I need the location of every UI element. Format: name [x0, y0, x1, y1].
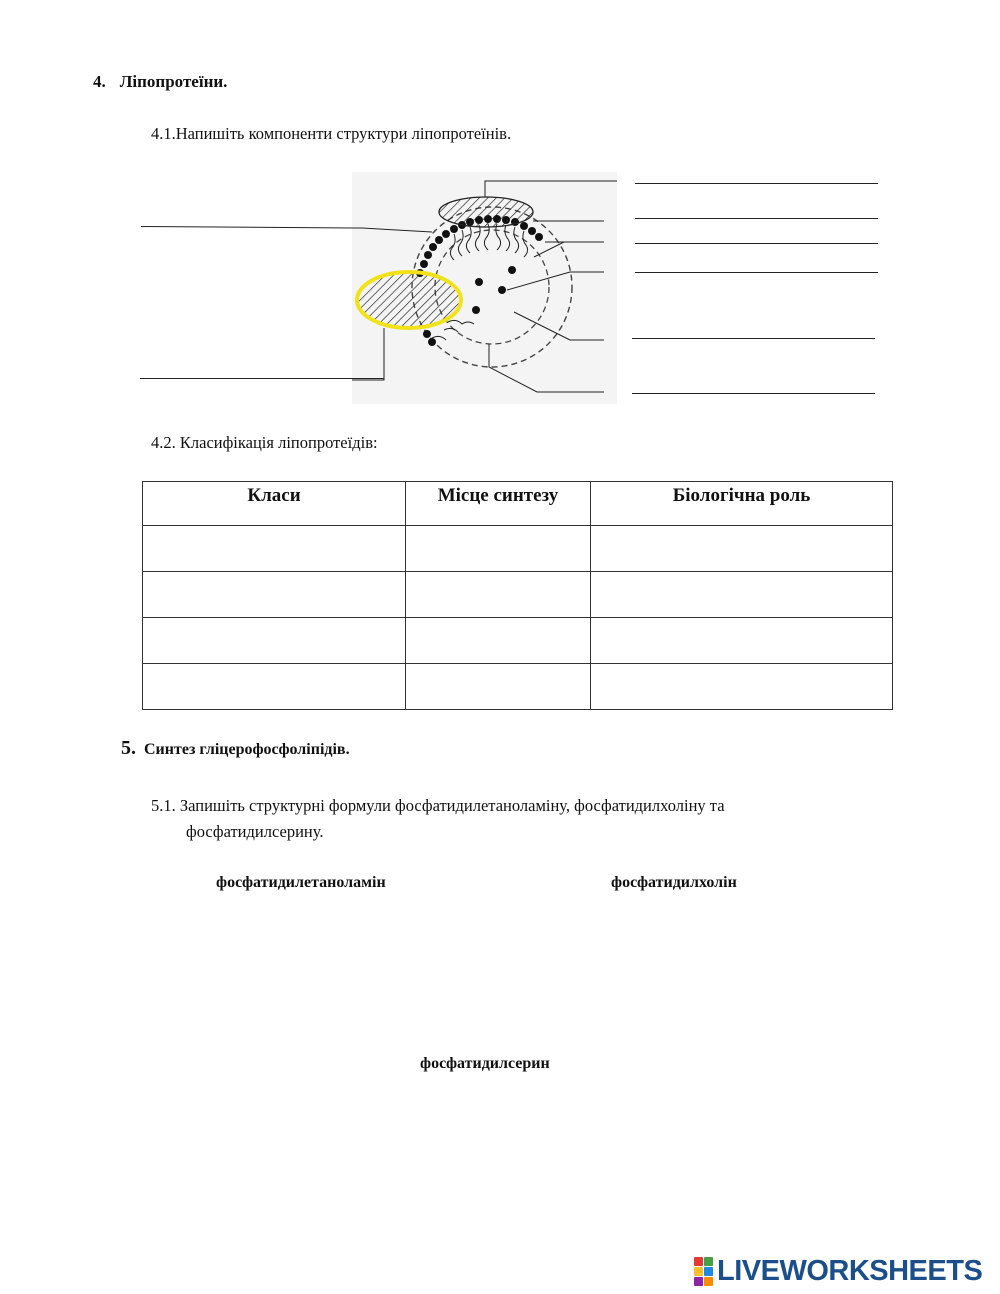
logo-mark-icon	[694, 1257, 713, 1286]
table-cell[interactable]	[591, 572, 893, 618]
header-classes: Класи	[143, 482, 406, 526]
table-cell[interactable]	[406, 618, 591, 664]
apoprotein-left-highlighted	[357, 272, 461, 328]
table-cell[interactable]	[406, 664, 591, 710]
task-4-1-text: 4.1.Напишіть компоненти структури ліпопротеїнів.	[151, 124, 512, 143]
table-cell[interactable]	[143, 664, 406, 710]
task-5-1-line2: фосфатидилсерину.	[186, 822, 324, 841]
table-row	[143, 618, 893, 664]
answer-line-left-1[interactable]	[141, 226, 353, 228]
label-phosphatidylethanolamine: фосфатидилетаноламін	[216, 874, 386, 891]
answer-line-right-6[interactable]	[632, 393, 875, 394]
label-phosphatidylserine: фосфатидилсерин	[420, 1055, 550, 1072]
answer-line-right-5[interactable]	[632, 338, 875, 339]
logo-text: LIVEWORKSHEETS	[717, 1254, 983, 1287]
label-phosphatidylcholine: фосфатидилхолін	[611, 874, 737, 891]
lipoprotein-diagram	[352, 172, 617, 404]
table-cell[interactable]	[591, 618, 893, 664]
answer-line-right-3[interactable]	[635, 243, 878, 244]
section-5-heading	[121, 737, 350, 760]
table-cell[interactable]	[591, 664, 893, 710]
table-row	[143, 664, 893, 710]
table-cell[interactable]	[406, 572, 591, 618]
apoprotein-top	[439, 197, 533, 227]
classification-table	[142, 481, 893, 710]
table-cell[interactable]	[406, 526, 591, 572]
answer-line-right-1[interactable]	[635, 183, 878, 184]
table-header-row	[143, 482, 893, 526]
table-row	[143, 526, 893, 572]
answer-line-right-4[interactable]	[635, 272, 878, 273]
section-4-heading	[93, 72, 227, 92]
section-5-number: 5.	[121, 737, 136, 759]
table-cell[interactable]	[143, 618, 406, 664]
section-5-title: Синтез гліцерофосфоліпідів.	[144, 741, 350, 758]
table-row	[143, 572, 893, 618]
header-synthesis-site: Місце синтезу	[406, 482, 591, 526]
table-cell[interactable]	[591, 526, 893, 572]
section-4-title: Ліпопротеїни.	[119, 72, 228, 91]
table-cell[interactable]	[143, 526, 406, 572]
header-biological-role: Біологічна роль	[591, 482, 893, 526]
task-5-1-line1: 5.1. Запишіть структурні формули фосфатидилетаноламіну, фосфатидилхоліну та	[151, 796, 725, 815]
table-cell[interactable]	[143, 572, 406, 618]
answer-line-right-2[interactable]	[635, 218, 878, 219]
liveworksheets-logo	[694, 1256, 982, 1286]
task-4-2-text: 4.2. Класифікація ліпопротеїдів:	[151, 433, 378, 452]
answer-line-left-2[interactable]	[140, 378, 384, 379]
section-4-number: 4.	[93, 72, 106, 91]
